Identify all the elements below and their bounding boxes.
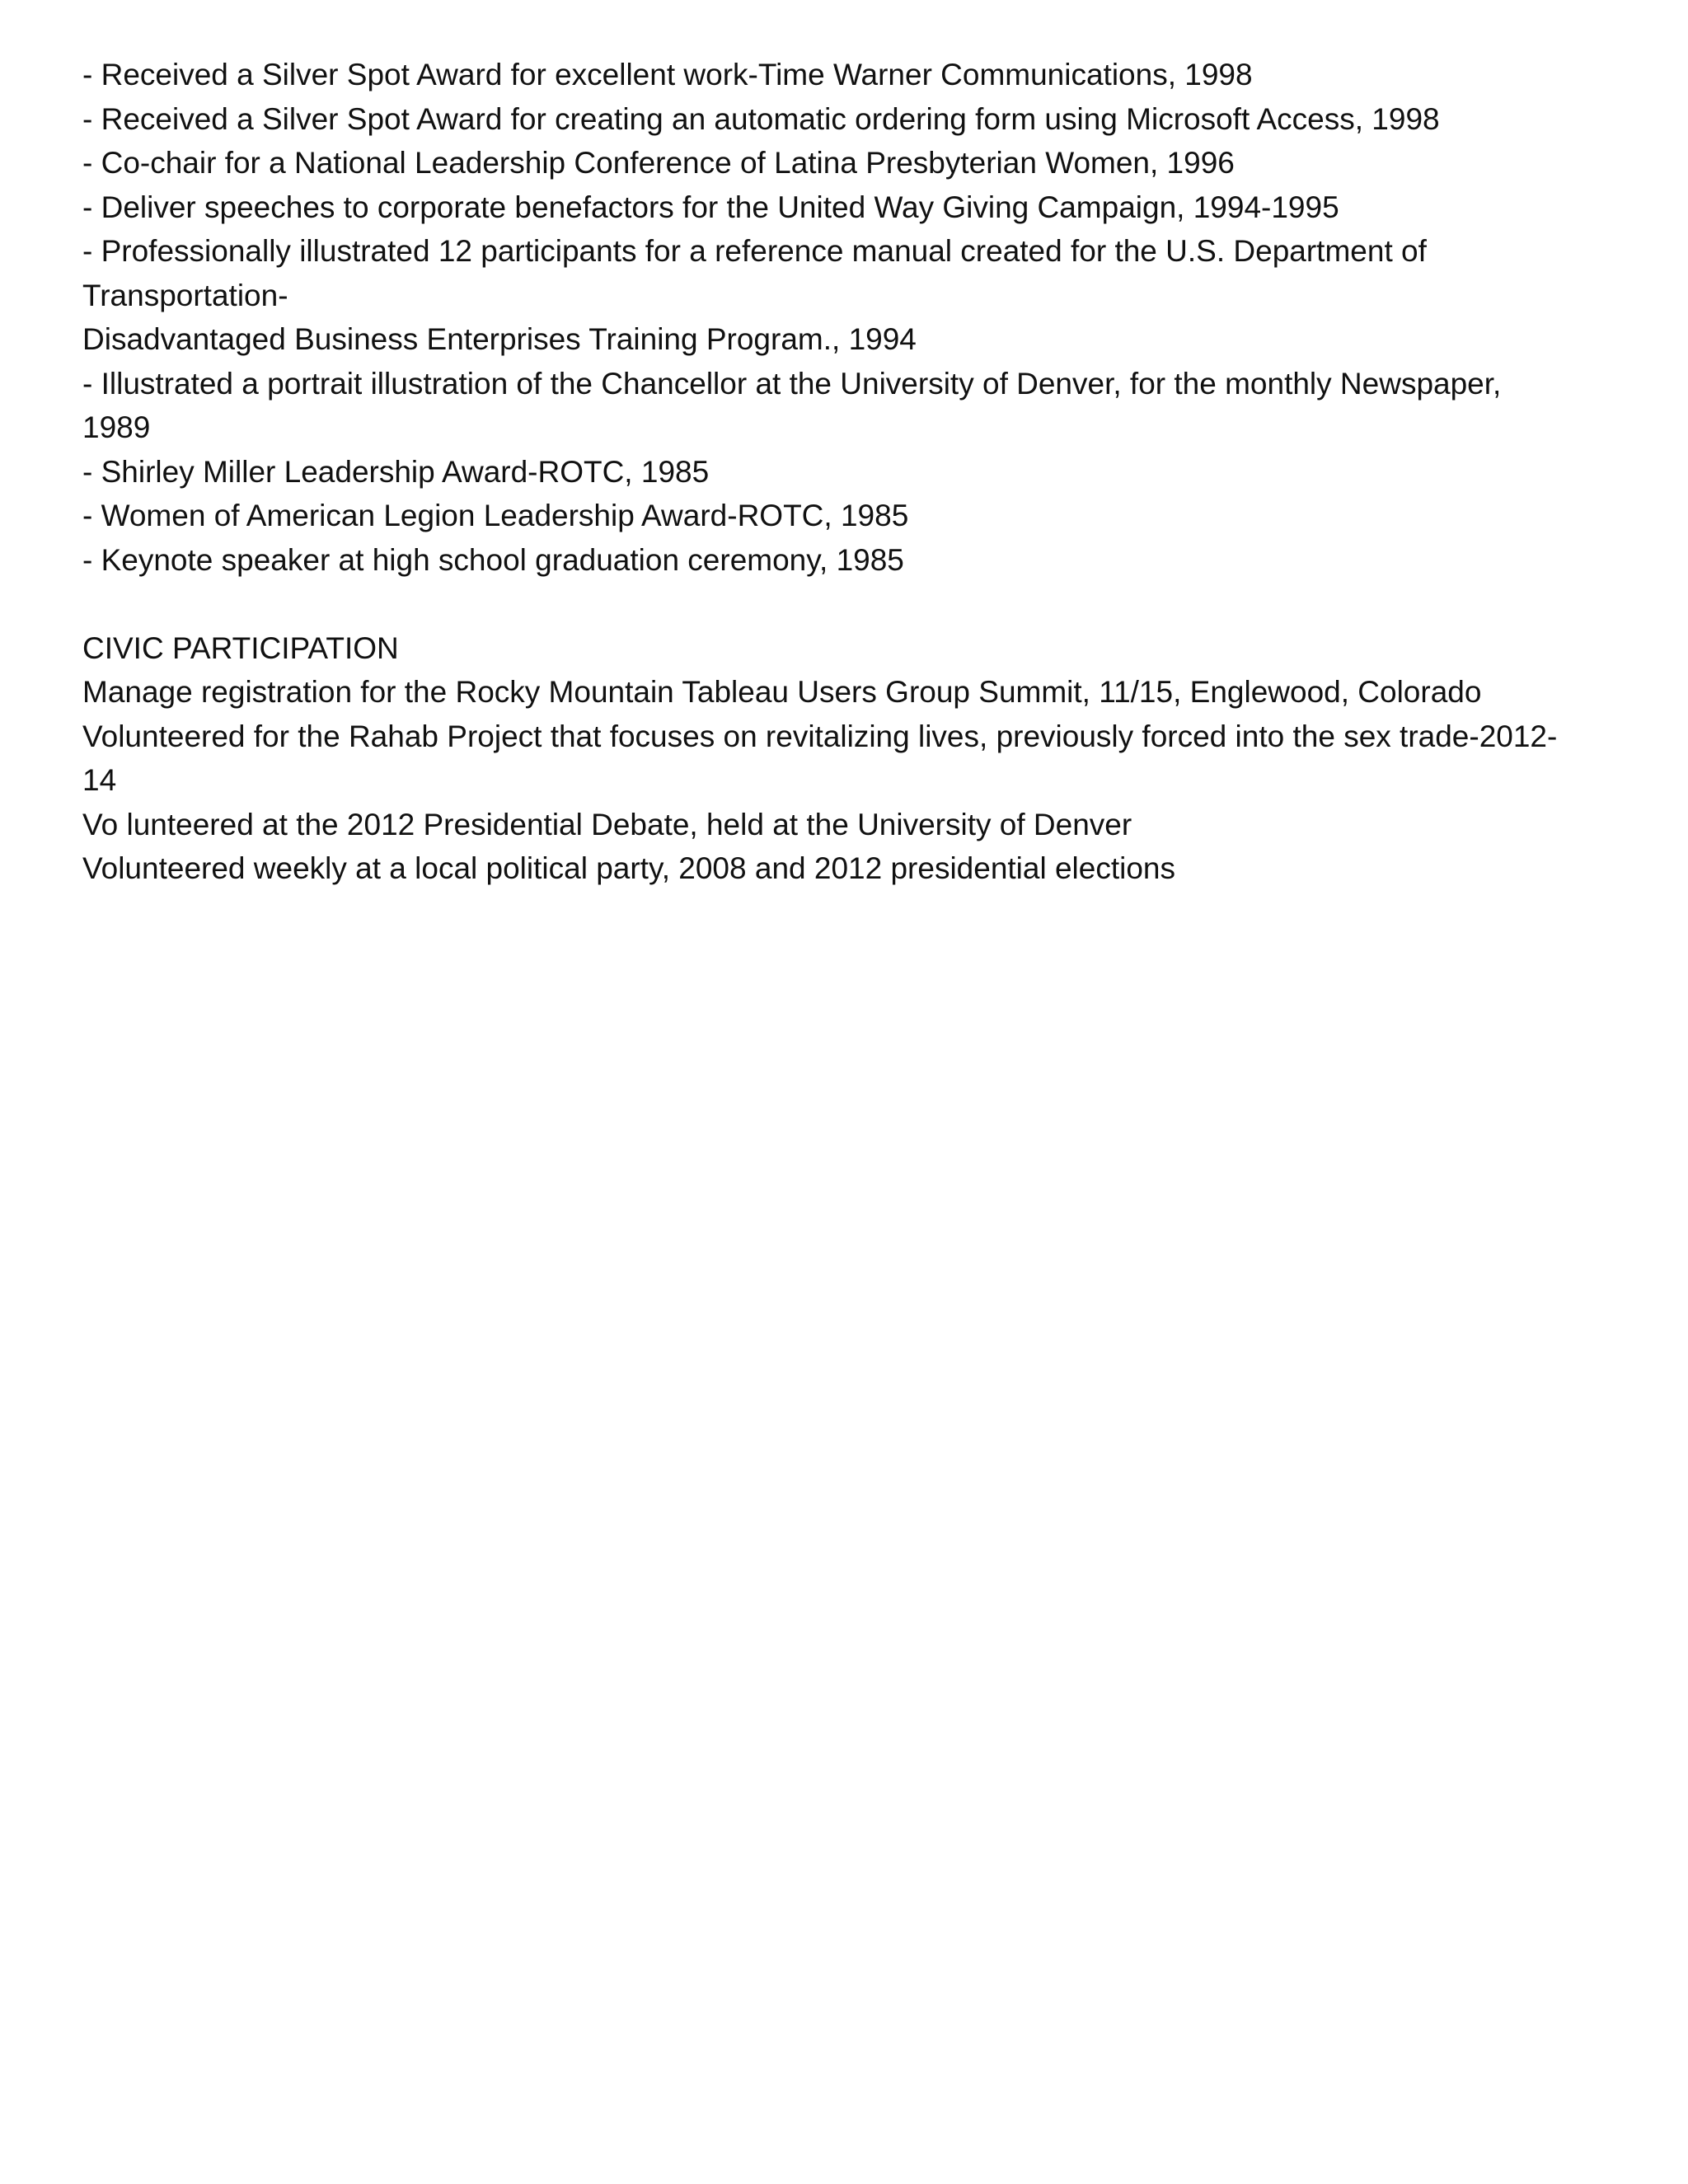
award-line: - Received a Silver Spot Award for creating an automatic ordering form using Microsoft Access, 1998 bbox=[82, 101, 1440, 136]
civic-line: Volunteered weekly at a local political party, 2008 and 2012 presidential elections bbox=[82, 851, 1176, 885]
award-line: - Women of American Legion Leadership Award-ROTC, 1985 bbox=[82, 499, 909, 532]
section-gap bbox=[82, 582, 1615, 626]
civic-line: Manage registration for the Rocky Mountain Tableau Users Group Summit, 11/15, Englewood, Colorado bbox=[82, 675, 1482, 709]
award-line: - Deliver speeches to corporate benefactors for the United Way Giving Campaign, 1994-1995 bbox=[82, 190, 1339, 224]
civic-participation-section bbox=[82, 626, 1615, 891]
award-line: - Shirley Miller Leadership Award-ROTC, 1985 bbox=[82, 454, 710, 489]
awards-list bbox=[82, 53, 1615, 582]
document-body bbox=[82, 53, 1615, 891]
civic-line: Volunteered for the Rahab Project that focuses on revitalizing lives, previously forced into the sex trade-2012- bbox=[82, 719, 1558, 753]
award-line: Transportation- bbox=[82, 278, 288, 312]
award-line: - Received a Silver Spot Award for excellent work-Time Warner Communications, 1998 bbox=[82, 58, 1253, 91]
award-line: - Professionally illustrated 12 participants for a reference manual created for the U.S. Department of bbox=[82, 234, 1427, 268]
award-line: - Keynote speaker at high school graduation ceremony, 1985 bbox=[82, 542, 904, 577]
award-line: - Illustrated a portrait illustration of the Chancellor at the University of Denver, for the monthly Newspaper, bbox=[82, 366, 1502, 401]
civic-line: 14 bbox=[82, 763, 117, 797]
award-line: Disadvantaged Business Enterprises Training Program., 1994 bbox=[82, 322, 917, 356]
civic-line: Vo lunteered at the 2012 Presidential Debate, held at the University of Denver bbox=[82, 807, 1132, 841]
section-heading: CIVIC PARTICIPATION bbox=[82, 630, 399, 665]
award-line: - Co-chair for a National Leadership Conference of Latina Presbyterian Women, 1996 bbox=[82, 146, 1235, 180]
award-line: 1989 bbox=[82, 410, 151, 444]
